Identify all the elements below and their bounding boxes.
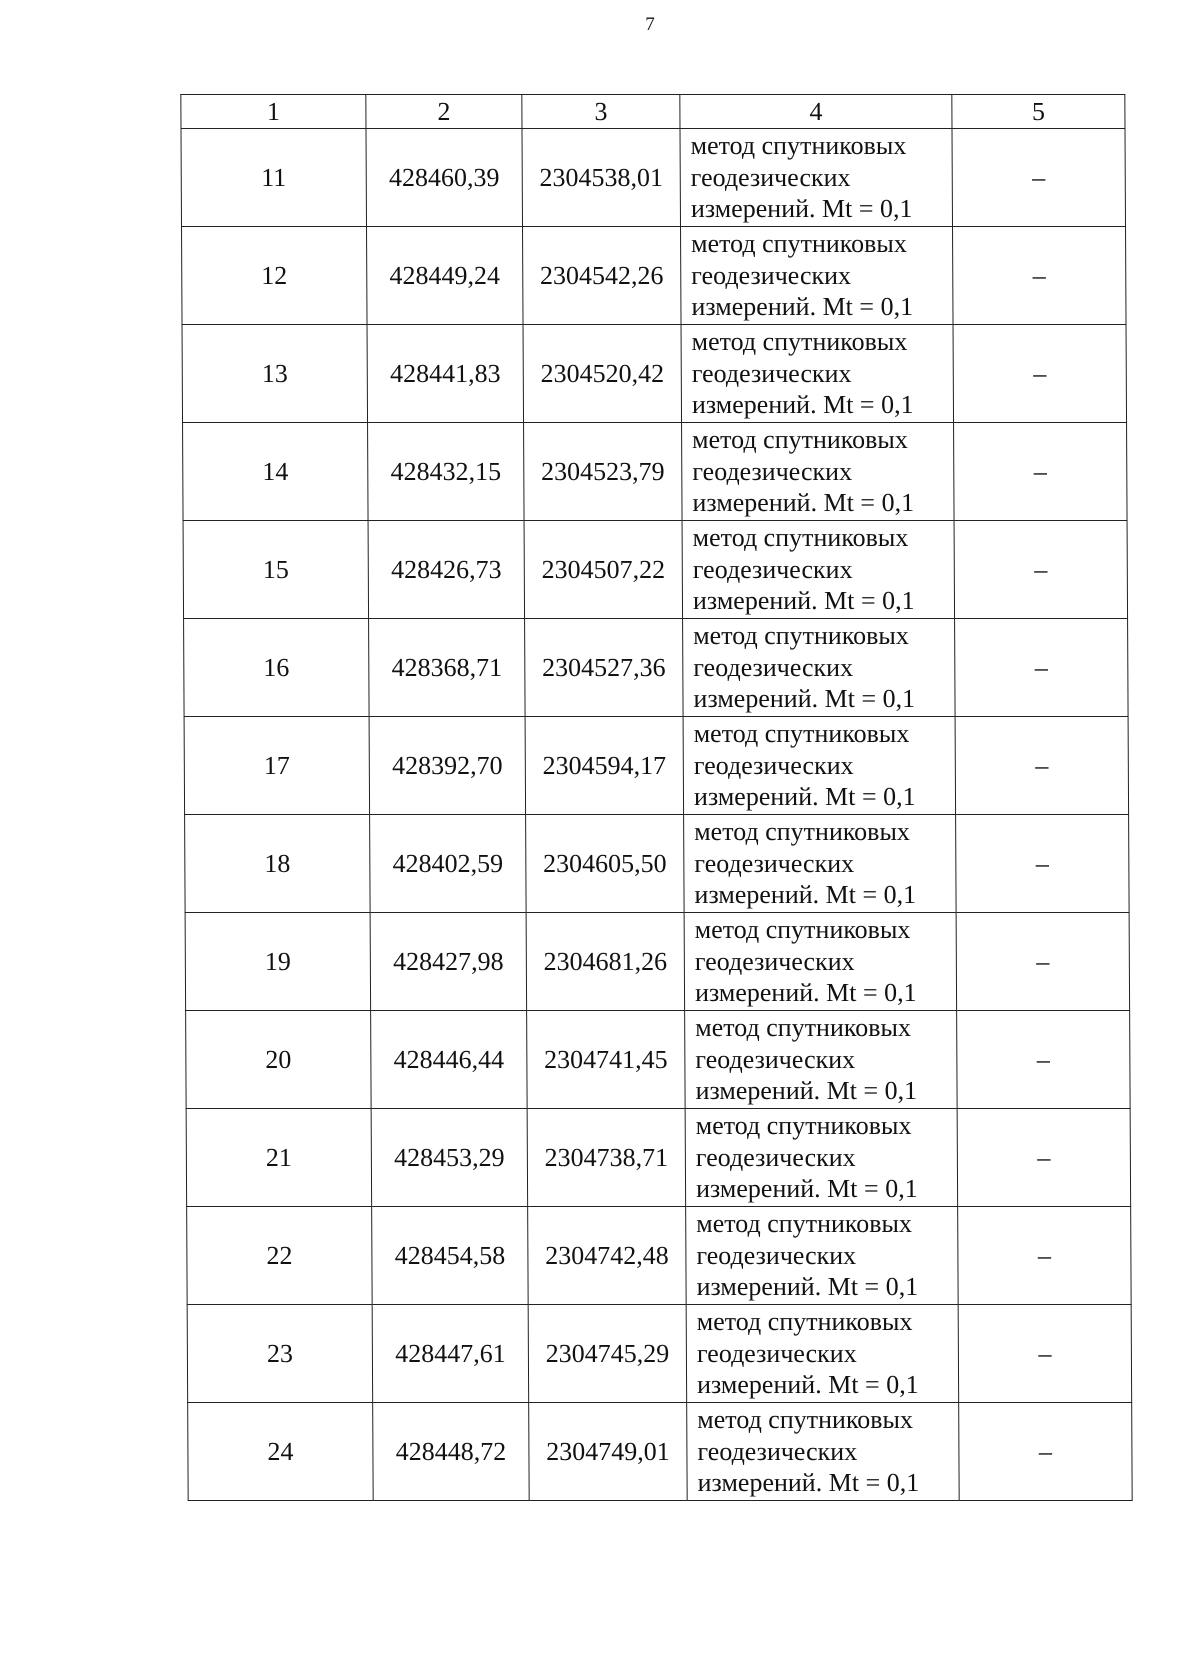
method-cell bbox=[682, 423, 955, 521]
point-number-cell: 15 bbox=[183, 521, 369, 619]
method-text-line: измерений. Mt = 0,1 bbox=[692, 488, 915, 518]
point-number-cell: 17 bbox=[184, 717, 370, 815]
coordinate-y-cell: 2304520,42 bbox=[523, 325, 682, 423]
method-text-line: геодезических bbox=[695, 1142, 856, 1172]
method-cell bbox=[684, 913, 957, 1011]
method-text-line: геодезических bbox=[691, 260, 852, 290]
coordinate-y-cell: 2304741,45 bbox=[527, 1011, 686, 1109]
method-text-line: геодезических bbox=[693, 652, 854, 682]
method-text-line: измерений. Mt = 0,1 bbox=[691, 390, 914, 420]
method-cell bbox=[681, 325, 954, 423]
point-number-cell: 16 bbox=[184, 619, 370, 717]
note-cell: – bbox=[955, 619, 1129, 717]
method-text-line: метод спутниковых bbox=[695, 1111, 912, 1141]
note-cell: – bbox=[952, 129, 1126, 227]
coordinate-x-cell: 428446,44 bbox=[371, 1011, 528, 1109]
point-number-cell: 21 bbox=[186, 1109, 372, 1207]
method-cell bbox=[682, 521, 955, 619]
header-col-3: 3 bbox=[522, 95, 680, 129]
table-row bbox=[181, 129, 1126, 227]
method-text-line: измерений. Mt = 0,1 bbox=[696, 1272, 919, 1302]
method-text-line: измерений. Mt = 0,1 bbox=[697, 1468, 920, 1498]
coordinate-x-cell: 428448,72 bbox=[373, 1403, 530, 1501]
coordinate-y-cell: 2304738,71 bbox=[527, 1109, 686, 1207]
method-text-line: метод спутниковых bbox=[691, 327, 908, 357]
method-text-line: метод спутниковых bbox=[694, 915, 911, 945]
method-text-line: метод спутниковых bbox=[693, 719, 910, 749]
point-number-cell: 22 bbox=[187, 1207, 373, 1305]
table-row bbox=[183, 423, 1128, 521]
method-text-line: метод спутниковых bbox=[694, 817, 910, 847]
method-text-line: метод спутниковых bbox=[692, 425, 908, 455]
coordinate-y-cell: 2304745,29 bbox=[528, 1305, 687, 1403]
coordinate-y-cell: 2304507,22 bbox=[524, 521, 683, 619]
coordinate-y-cell: 2304542,26 bbox=[523, 227, 682, 325]
method-text-line: измерений. Mt = 0,1 bbox=[690, 194, 913, 224]
header-col-5: 5 bbox=[952, 95, 1125, 129]
header-row bbox=[181, 95, 1125, 129]
coordinate-y-cell: 2304523,79 bbox=[524, 423, 683, 521]
note-cell: – bbox=[956, 913, 1130, 1011]
note-cell: – bbox=[956, 815, 1130, 913]
point-number-cell: 20 bbox=[186, 1011, 372, 1109]
page-number: 7 bbox=[645, 14, 655, 35]
point-number-cell: 24 bbox=[188, 1403, 374, 1501]
note-cell: – bbox=[953, 325, 1127, 423]
note-cell: – bbox=[957, 1109, 1131, 1207]
method-text-line: геодезических bbox=[692, 554, 853, 584]
method-text-line: измерений. Mt = 0,1 bbox=[694, 978, 917, 1008]
header-col-2: 2 bbox=[366, 95, 522, 129]
coordinate-x-cell: 428392,70 bbox=[369, 717, 526, 815]
method-text-line: геодезических bbox=[691, 358, 852, 388]
table-header bbox=[181, 95, 1125, 129]
table-row bbox=[187, 1305, 1132, 1403]
method-text-line: метод спутниковых bbox=[693, 621, 909, 651]
point-number-cell: 11 bbox=[181, 129, 367, 227]
method-text-line: геодезических bbox=[693, 750, 854, 780]
coordinate-y-cell: 2304681,26 bbox=[526, 913, 685, 1011]
table-row bbox=[184, 717, 1129, 815]
coordinate-y-cell: 2304538,01 bbox=[522, 129, 681, 227]
method-cell bbox=[683, 717, 956, 815]
table-row bbox=[182, 227, 1127, 325]
method-text-line: геодезических bbox=[692, 456, 853, 486]
coordinate-x-cell: 428402,59 bbox=[370, 815, 527, 913]
note-cell: – bbox=[954, 521, 1128, 619]
method-cell bbox=[685, 1109, 958, 1207]
table-row bbox=[185, 815, 1130, 913]
method-text-line: метод спутниковых bbox=[690, 131, 907, 161]
coordinate-y-cell: 2304527,36 bbox=[525, 619, 684, 717]
method-text-line: геодезических bbox=[696, 1338, 857, 1368]
method-text-line: геодезических bbox=[690, 162, 851, 192]
coordinate-x-cell: 428453,29 bbox=[371, 1109, 528, 1207]
point-number-cell: 19 bbox=[185, 913, 371, 1011]
method-text-line: геодезических bbox=[696, 1240, 857, 1270]
point-number-cell: 13 bbox=[182, 325, 368, 423]
method-text-line: геодезических bbox=[695, 1044, 856, 1074]
method-text-line: геодезических bbox=[697, 1436, 858, 1466]
point-number-cell: 14 bbox=[183, 423, 369, 521]
coordinate-y-cell: 2304742,48 bbox=[528, 1207, 687, 1305]
note-cell: – bbox=[958, 1305, 1132, 1403]
coordinate-x-cell: 428454,58 bbox=[372, 1207, 529, 1305]
method-cell bbox=[683, 619, 956, 717]
point-number-cell: 12 bbox=[182, 227, 368, 325]
coordinate-x-cell: 428460,39 bbox=[366, 129, 523, 227]
note-cell: – bbox=[957, 1011, 1131, 1109]
coordinate-x-cell: 428441,83 bbox=[367, 325, 524, 423]
method-text-line: метод спутниковых bbox=[695, 1013, 911, 1043]
method-text-line: измерений. Mt = 0,1 bbox=[695, 1174, 918, 1204]
coordinate-y-cell: 2304605,50 bbox=[526, 815, 685, 913]
method-text-line: метод спутниковых bbox=[691, 229, 907, 259]
header-col-4: 4 bbox=[680, 95, 952, 129]
note-cell: – bbox=[954, 423, 1128, 521]
coordinate-x-cell: 428427,98 bbox=[370, 913, 527, 1011]
method-text-line: метод спутниковых bbox=[696, 1209, 913, 1239]
method-text-line: измерений. Mt = 0,1 bbox=[694, 880, 917, 910]
note-cell: – bbox=[955, 717, 1129, 815]
coordinate-x-cell: 428432,15 bbox=[368, 423, 525, 521]
table-row bbox=[188, 1403, 1133, 1501]
note-cell: – bbox=[953, 227, 1127, 325]
table-row bbox=[182, 325, 1127, 423]
coordinate-x-cell: 428449,24 bbox=[367, 227, 524, 325]
table-row bbox=[183, 521, 1128, 619]
table-row bbox=[186, 1109, 1131, 1207]
method-text-line: измерений. Mt = 0,1 bbox=[692, 586, 915, 616]
table-row bbox=[185, 913, 1130, 1011]
method-text-line: метод спутниковых bbox=[692, 523, 909, 553]
method-text-line: измерений. Mt = 0,1 bbox=[693, 782, 916, 812]
table-body bbox=[181, 129, 1132, 1501]
coordinates-table bbox=[180, 94, 1132, 1501]
table-row bbox=[186, 1011, 1131, 1109]
coordinate-x-cell: 428368,71 bbox=[369, 619, 526, 717]
coordinate-y-cell: 2304594,17 bbox=[525, 717, 684, 815]
method-cell bbox=[685, 1011, 958, 1109]
point-number-cell: 23 bbox=[187, 1305, 373, 1403]
coordinate-x-cell: 428426,73 bbox=[368, 521, 525, 619]
table-row bbox=[187, 1207, 1132, 1305]
coordinate-x-cell: 428447,61 bbox=[372, 1305, 529, 1403]
method-text-line: геодезических bbox=[694, 946, 855, 976]
method-text-line: метод спутниковых bbox=[697, 1405, 914, 1435]
note-cell: – bbox=[959, 1403, 1133, 1501]
header-col-1: 1 bbox=[181, 95, 366, 129]
method-cell bbox=[680, 129, 953, 227]
note-cell: – bbox=[958, 1207, 1132, 1305]
coordinate-y-cell: 2304749,01 bbox=[529, 1403, 688, 1501]
method-cell bbox=[686, 1207, 959, 1305]
method-cell bbox=[687, 1403, 960, 1501]
method-text-line: измерений. Mt = 0,1 bbox=[693, 684, 916, 714]
method-cell bbox=[681, 227, 954, 325]
method-text-line: геодезических bbox=[694, 848, 855, 878]
method-text-line: измерений. Mt = 0,1 bbox=[695, 1076, 918, 1106]
method-text-line: метод спутниковых bbox=[696, 1307, 913, 1337]
method-cell bbox=[684, 815, 957, 913]
method-cell bbox=[686, 1305, 959, 1403]
method-text-line: измерений. Mt = 0,1 bbox=[696, 1370, 919, 1400]
table-row bbox=[184, 619, 1129, 717]
method-text-line: измерений. Mt = 0,1 bbox=[691, 292, 914, 322]
point-number-cell: 18 bbox=[185, 815, 371, 913]
